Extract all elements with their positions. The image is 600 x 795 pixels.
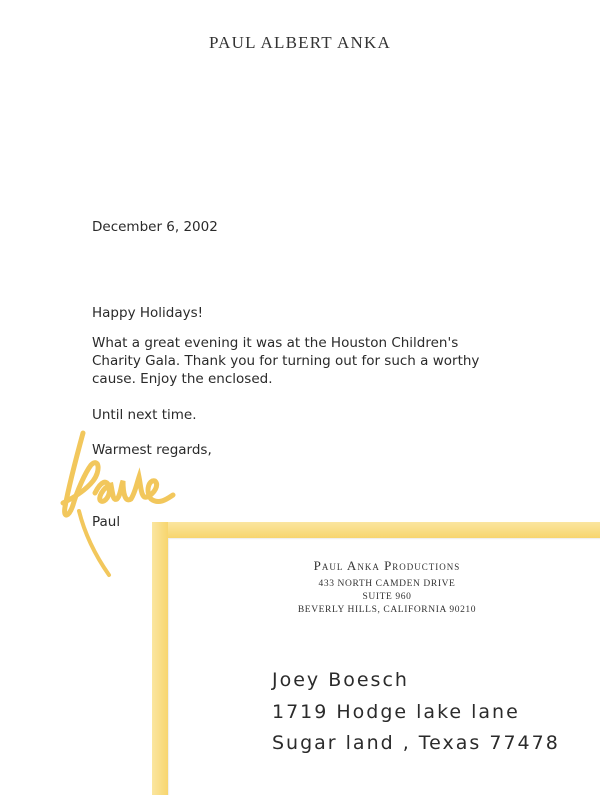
envelope — [152, 522, 600, 795]
envelope-border-top — [152, 522, 600, 538]
return-address-line: BEVERLY HILLS, CALIFORNIA 90210 — [297, 605, 477, 615]
letterhead: PAUL ALBERT ANKA — [209, 33, 391, 52]
letter-greeting: Happy Holidays! — [92, 305, 204, 321]
recipient-name: Joey Boesch — [272, 669, 409, 691]
return-address — [277, 558, 497, 617]
letter-closing: Warmest regards, — [92, 442, 212, 458]
return-address-line: SUITE 960 — [362, 592, 412, 602]
letter-signer: Paul — [92, 514, 121, 530]
recipient-city: Sugar land , Texas 77478 — [272, 732, 560, 754]
signature — [55, 415, 185, 585]
return-address-company: Paul Anka Productions — [313, 558, 461, 573]
return-address-line: 433 NORTH CAMDEN DRIVE — [318, 579, 456, 589]
letter-line: Until next time. — [92, 407, 197, 423]
recipient-street: 1719 Hodge lake lane — [272, 701, 520, 723]
letter-date: December 6, 2002 — [92, 219, 218, 235]
letter-paragraph: What a great evening it was at the Houston Children's Charity Gala. Thank you for turning out for such a worthy cause. Enjoy the enclosed. — [92, 335, 480, 387]
